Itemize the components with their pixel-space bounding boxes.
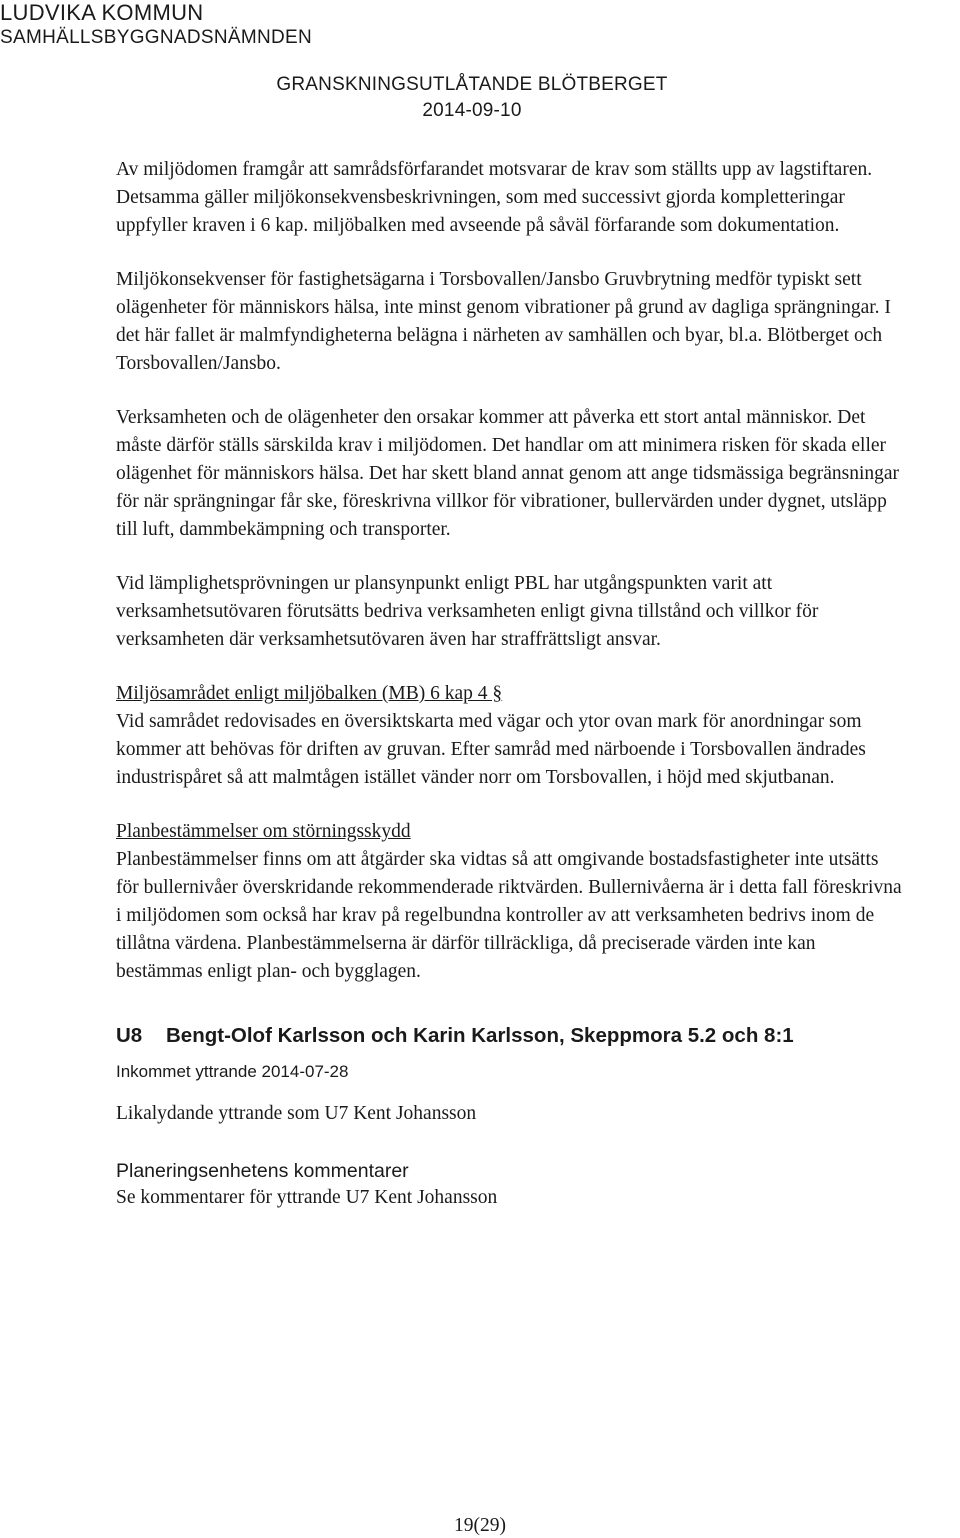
statement-text: Likalydande yttrande som U7 Kent Johansson bbox=[116, 1103, 477, 1124]
document-date: 2014-09-10 bbox=[422, 100, 522, 121]
paragraph-disturbances: Verksamheten och de olägenheter den orsakar kommer att påverka ett stort antal människor. Det måste därför ställs särskilda krav i miljödomen. Det handlar om att minimera risken för skada eller olägenhet för människors hälsa. Det har skett bland annat genom att ange tidsmässiga begränsningar för när sprängningar får ske, föreskrivna villkor för vibrationer, bullervärden under dygnet, utsläpp till luft, dammbekämpning och transporter. bbox=[116, 407, 900, 540]
organization-name: LUDVIKA KOMMUN bbox=[0, 0, 204, 25]
page-number: 19(29) bbox=[454, 1515, 506, 1536]
paragraph-suitability-review: Vid lämplighetsprövningen ur plansynpunkt enligt PBL har utgångspunkten varit att verksamhetsutövaren förutsätts bedriva verksamheten enligt givna tillstånd och villkor för verksamheten där verksamhetsutövaren även har straffrättsligt ansvar. bbox=[116, 573, 819, 650]
department-name: SAMHÄLLSBYGGNADSNÄMNDEN bbox=[0, 27, 313, 48]
section-heading bbox=[116, 1022, 904, 1050]
subheading-noise-protection: Planbestämmelser om störningsskydd bbox=[116, 821, 411, 842]
paragraph-consultation-map: Vid samrådet redovisades en översiktskarta med vägar och ytor ovan mark för anordningar som kommer att behövas för driften av gruvan. Efter samråd med närboende i Torsbovallen ändrades industrispåret så att malmtågen istället vänder norr om Torsbovallen, i höjd med skjutbanan. bbox=[116, 711, 866, 788]
paragraph-environmental-consequences: Miljökonsekvenser för fastighetsägarna i Torsbovallen/Jansbo Gruvbrytning medför typiskt sett olägenheter för människors hälsa, inte minst genom vibrationer på grund av dagliga sprängningar. I det här fallet är malmfyndigheterna belägna i närheten av samhällen och byar, bl.a. Blötberget och Torsbovallen/Jansbo. bbox=[116, 269, 891, 374]
paragraph-consultation: Av miljödomen framgår att samrådsförfarandet motsvarar de krav som ställts upp av lagstiftaren. Detsamma gäller miljökonsekvensbeskrivningen, som med successivt gjorda kompletteringar uppfyller kraven i 6 kap. miljöbalken med avseende på såväl förfarande som dokumentation. bbox=[116, 159, 873, 236]
subheading-environmental-consultation: Miljösamrådet enligt miljöbalken (MB) 6 kap 4 § bbox=[116, 683, 503, 704]
document-title: GRANSKNINGSUTLÅTANDE BLÖTBERGET bbox=[276, 74, 668, 95]
received-date-line: Inkommet yttrande 2014-07-28 bbox=[116, 1062, 349, 1081]
document-header bbox=[0, 0, 312, 50]
document-title-block bbox=[268, 72, 676, 124]
comment-text: Se kommentarer för yttrande U7 Kent Johansson bbox=[116, 1187, 498, 1208]
document-body bbox=[116, 156, 904, 1212]
section-number: U8 bbox=[116, 1024, 143, 1047]
section-title: Bengt-Olof Karlsson och Karin Karlsson, Skeppmora 5.2 och 8:1 bbox=[166, 1024, 794, 1047]
comment-heading: Planeringsenhetens kommentarer bbox=[116, 1160, 409, 1182]
paragraph-plan-regulations: Planbestämmelser finns om att åtgärder ska vidtas så att omgivande bostadsfastigheter inte utsätts för bullernivåer överskridande rekommenderade riktvärden. Bullernivåerna är i detta fall föreskrivna i miljödomen som också har krav på regelbundna kontroller av att verksamheten bedrivs inom de tillåtna värdena. Planbestämmelserna är därför tillräckliga, då preciserade värden inte kan bestämmas enligt plan- och bygglagen. bbox=[116, 849, 902, 982]
